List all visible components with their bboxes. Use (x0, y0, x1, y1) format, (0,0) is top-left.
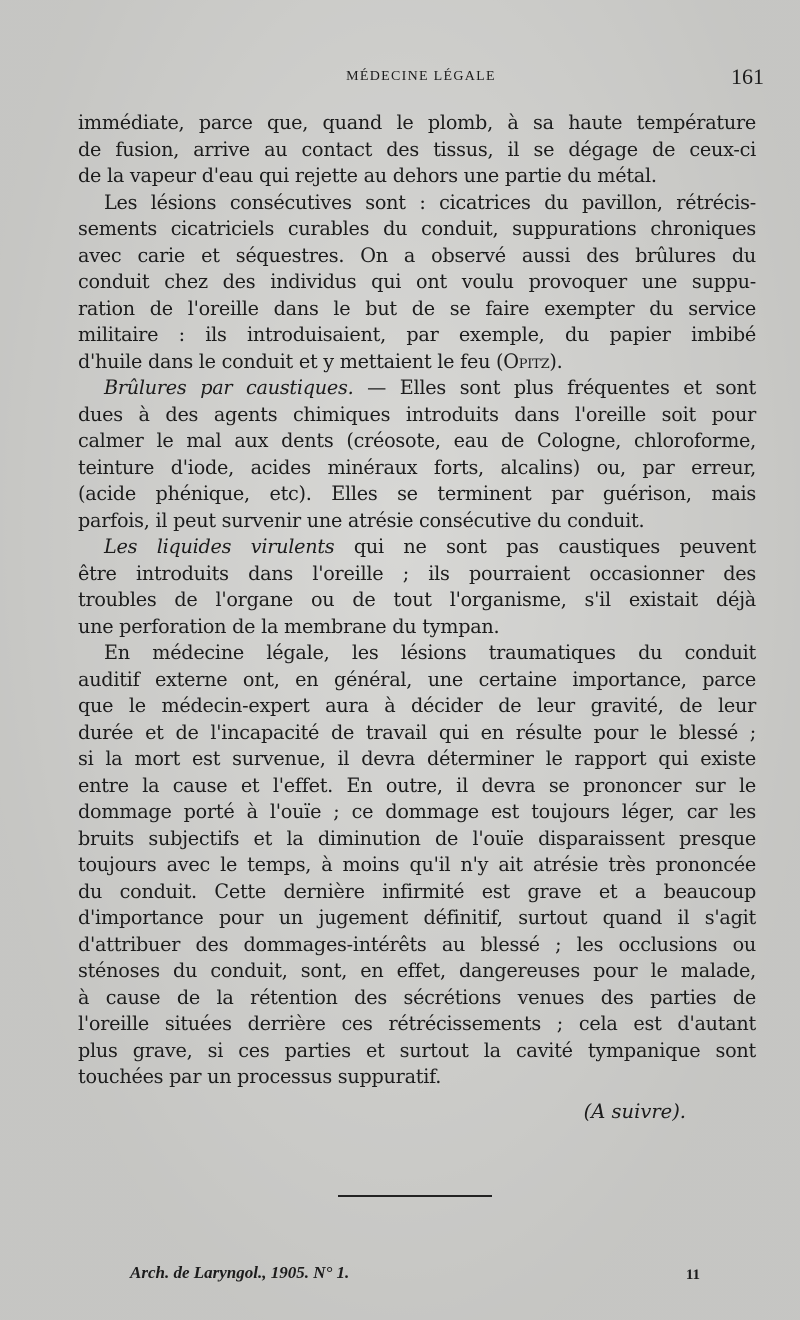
text-line: immédiate, parce que, quand le plomb, à sa haute température (78, 111, 756, 134)
section-line (78, 375, 756, 402)
signature-mark: 11 (685, 1267, 700, 1283)
text-line: une perforation de la membrane du tympan. (78, 614, 500, 638)
text-line: touchées par un processus suppuratif. (78, 1065, 442, 1088)
text-line: (acide phénique, etc). Elles se terminent par guérison, mais (78, 482, 756, 505)
text-line: toujours avec le temps, à moins qu'il n'y ait atrésie très prononcée (78, 853, 756, 876)
text-line: si la mort est survenue, il devra déterminer le rapport qui existe (78, 747, 756, 770)
text-line: bruits subjectifs et la diminution de l'ouïe disparaissent presque (78, 826, 756, 850)
text-line: avec carie et séquestres. On a observé aussi des brûlures du (78, 243, 756, 267)
text-line: teinture d'iode, acides minéraux forts, alcalins) ou, par erreur, (78, 455, 756, 479)
text-line: parfois, il peut survenir une atrésie consécutive du conduit. (78, 508, 645, 532)
page-footer (130, 1263, 700, 1289)
text-line: du conduit. Cette dernière infirmité est grave et a beaucoup (78, 879, 756, 903)
text-line: dues à des agents chimiques introduits dans l'oreille soit pour (78, 402, 756, 426)
text-line (78, 349, 756, 376)
text-line: troubles de l'organe ou de tout l'organisme, s'il existait déjà (78, 588, 756, 611)
text-line: durée et de l'incapacité de travail qui en résulte pour le blessé ; (78, 720, 756, 744)
text-line: sements cicatriciels curables du conduit, suppurations chroniques (78, 217, 756, 240)
text-line: que le médecin-expert aura à décider de leur gravité, de leur (78, 694, 756, 717)
page-number: 161 (731, 64, 764, 89)
journal-signature-line: Arch. de Laryngol., 1905. N° 1. (130, 1263, 350, 1282)
text-line: à cause de la rétention des sécrétions venues des parties de (78, 985, 756, 1009)
text-line-start: d'huile dans le conduit et y mettaient le feu ( (78, 349, 504, 373)
continuation-note: (A suivre). (583, 1100, 686, 1123)
text-line: sténoses du conduit, sont, en effet, dangereuses pour le malade, (78, 959, 756, 982)
section-line-rest: — Elles sont plus fréquentes et sont (353, 376, 756, 399)
text-line: d'importance pour un jugement définitif, surtout quand il s'agit (78, 906, 756, 929)
text-line-end: ). (549, 349, 563, 373)
text-line: d'attribuer des dommages-intérêts au blessé ; les occlusions ou (78, 932, 756, 956)
text-line: auditif externe ont, en général, une certaine importance, parce (78, 667, 756, 691)
text-line: dommage porté à l'ouïe ; ce dommage est toujours léger, car les (78, 800, 756, 823)
text-line: Les lésions consécutives sont : cicatrices du pavillon, rétrécis- (104, 190, 756, 214)
text-line: conduit chez des individus qui ont voulu provoquer une suppu- (78, 270, 756, 293)
body-text (78, 110, 756, 1091)
text-line: être introduits dans l'oreille ; ils pourraient occasionner des (78, 561, 756, 585)
text-line: de fusion, arrive au contact des tissus, il se dégage de ceux-ci (78, 137, 756, 161)
page-header (78, 66, 764, 90)
section-line (78, 534, 756, 561)
text-line: de la vapeur d'eau qui rejette au dehors une partie du métal. (78, 164, 657, 187)
section-divider (338, 1195, 492, 1197)
text-line: militaire : ils introduisaient, par exemple, du papier imbibé (78, 323, 756, 346)
text-line: ration de l'oreille dans le but de se faire exempter du service (78, 296, 756, 320)
section-heading: Brûlures par caustiques. (104, 376, 354, 399)
text-line: calmer le mal aux dents (créosote, eau de Cologne, chloroforme, (78, 429, 756, 452)
cited-author: Opitz (503, 349, 550, 373)
text-line: entre la cause et l'effet. En outre, il devra se prononcer sur le (78, 773, 756, 797)
text-line: plus grave, si ces parties et surtout la cavité tympanique sont (78, 1038, 756, 1062)
section-heading: Les liquides virulents (104, 535, 335, 558)
text-line: En médecine légale, les lésions traumatiques du conduit (104, 641, 756, 664)
text-line: l'oreille situées derrière ces rétrécissements ; cela est d'autant (78, 1012, 756, 1035)
section-line-rest: qui ne sont pas caustiques peuvent (334, 535, 756, 558)
running-head: MÉDECINE LÉGALE (346, 69, 496, 84)
